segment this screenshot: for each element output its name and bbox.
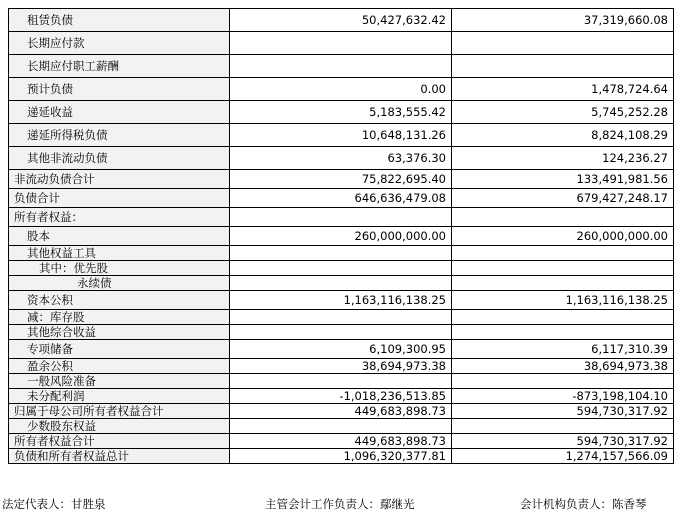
current-period-value [230,310,452,325]
current-period-value: 10,648,131.26 [230,124,452,147]
table-row [9,78,674,101]
table-row [9,325,674,340]
current-period-value: -1,018,236,513.85 [230,389,452,404]
prior-period-value: 594,730,317.92 [452,404,674,419]
table-row [9,101,674,124]
legal-representative: 法定代表人：甘胜泉 [2,497,106,511]
prior-period-value [452,310,674,325]
table-row [9,404,674,419]
prior-period-value [452,374,674,389]
current-period-value: 6,109,300.95 [230,340,452,359]
current-period-value: 1,163,116,138.25 [230,291,452,310]
prior-period-value [452,208,674,227]
prior-period-value: 124,236.27 [452,147,674,170]
prior-period-value: 37,319,660.08 [452,9,674,32]
row-label: 递延所得税负债 [9,124,230,147]
prior-period-value: 38,694,973.38 [452,359,674,374]
row-label: 其他综合收益 [9,325,230,340]
row-label: 预计负债 [9,78,230,101]
current-period-value [230,32,452,55]
row-label: 其他权益工具 [9,246,230,261]
prior-period-value: -873,198,104.10 [452,389,674,404]
table-row [9,32,674,55]
table-row [9,9,674,32]
prior-period-value [452,419,674,434]
current-period-value [230,325,452,340]
table-row [9,449,674,464]
row-label: 长期应付职工薪酬 [9,55,230,78]
current-period-value: 449,683,898.73 [230,434,452,449]
prior-period-value [452,246,674,261]
current-period-value: 646,636,479.08 [230,189,452,208]
table-row [9,124,674,147]
prior-period-value: 679,427,248.17 [452,189,674,208]
balance-sheet-body [9,9,674,464]
current-period-value: 5,183,555.42 [230,101,452,124]
table-row [9,340,674,359]
table-row [9,419,674,434]
table-row [9,374,674,389]
row-label: 未分配利润 [9,389,230,404]
prior-period-value [452,55,674,78]
row-label: 非流动负债合计 [9,170,230,189]
table-row [9,189,674,208]
current-period-value [230,55,452,78]
current-period-value [230,374,452,389]
prior-period-value: 6,117,310.39 [452,340,674,359]
row-label: 专项储备 [9,340,230,359]
table-row [9,310,674,325]
row-label: 归属于母公司所有者权益合计 [9,404,230,419]
row-label: 所有者权益合计 [9,434,230,449]
table-row [9,227,674,246]
table-row [9,434,674,449]
current-period-value [230,246,452,261]
row-label: 负债和所有者权益总计 [9,449,230,464]
row-label: 资本公积 [9,291,230,310]
current-period-value [230,276,452,291]
table-row [9,147,674,170]
table-row [9,389,674,404]
table-row [9,261,674,276]
current-period-value: 1,096,320,377.81 [230,449,452,464]
table-row [9,208,674,227]
accounting-work-head: 主管会计工作负责人：鄢继光 [265,497,415,511]
row-label: 长期应付款 [9,32,230,55]
prior-period-value: 1,478,724.64 [452,78,674,101]
table-row [9,170,674,189]
current-period-value [230,419,452,434]
prior-period-value [452,276,674,291]
current-period-value [230,261,452,276]
current-period-value: 75,822,695.40 [230,170,452,189]
table-row [9,359,674,374]
accounting-institution-head: 会计机构负责人：陈香琴 [520,497,647,511]
prior-period-value: 594,730,317.92 [452,434,674,449]
row-label: 盈余公积 [9,359,230,374]
current-period-value: 260,000,000.00 [230,227,452,246]
table-row [9,291,674,310]
row-label: 减：库存股 [9,310,230,325]
row-label: 一般风险准备 [9,374,230,389]
prior-period-value: 1,163,116,138.25 [452,291,674,310]
current-period-value: 38,694,973.38 [230,359,452,374]
prior-period-value [452,325,674,340]
prior-period-value: 5,745,252.28 [452,101,674,124]
prior-period-value [452,261,674,276]
prior-period-value [452,32,674,55]
row-label: 永续债 [9,276,230,291]
row-label: 其中：优先股 [9,261,230,276]
current-period-value [230,208,452,227]
table-row [9,55,674,78]
row-label: 所有者权益： [9,208,230,227]
row-label: 少数股东权益 [9,419,230,434]
prior-period-value: 260,000,000.00 [452,227,674,246]
prior-period-value: 133,491,981.56 [452,170,674,189]
prior-period-value: 1,274,157,566.09 [452,449,674,464]
row-label: 负债合计 [9,189,230,208]
signature-footer [0,496,685,512]
current-period-value: 63,376.30 [230,147,452,170]
row-label: 股本 [9,227,230,246]
table-row [9,276,674,291]
current-period-value: 50,427,632.42 [230,9,452,32]
prior-period-value: 8,824,108.29 [452,124,674,147]
row-label: 租赁负债 [9,9,230,32]
current-period-value: 449,683,898.73 [230,404,452,419]
balance-sheet-table [8,8,674,464]
row-label: 递延收益 [9,101,230,124]
table-row [9,246,674,261]
row-label: 其他非流动负债 [9,147,230,170]
current-period-value: 0.00 [230,78,452,101]
